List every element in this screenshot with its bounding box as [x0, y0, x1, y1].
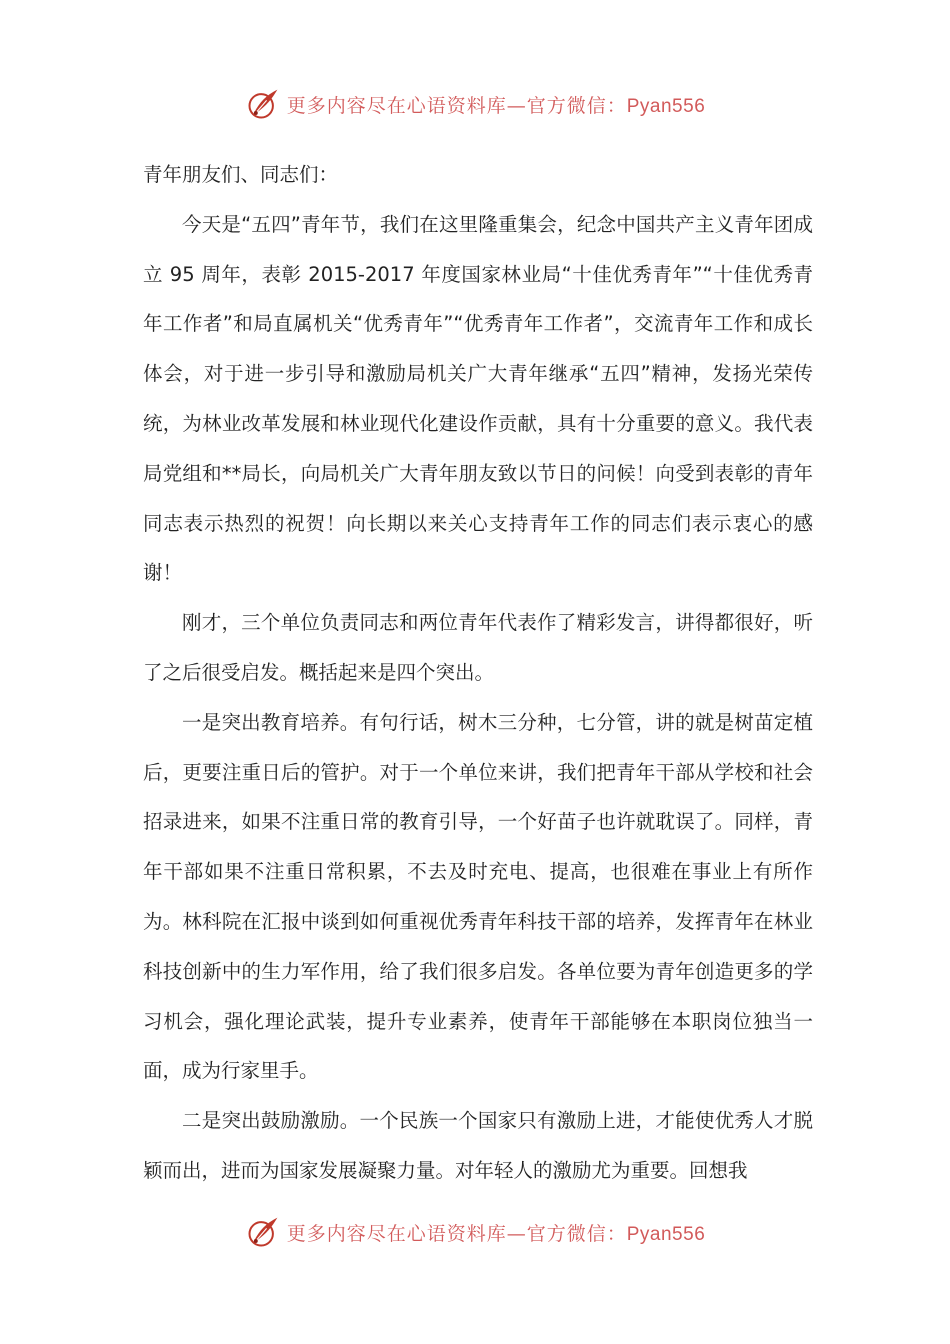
- footer-watermark-banner: [0, 1212, 950, 1252]
- paragraph-summary: 刚才，三个单位负责同志和两位青年代表作了精彩发言，讲得都很好，听了之后很受启发。概括起来是四个突出。: [143, 611, 813, 684]
- footer-watermark-text: 更多内容尽在心语资料库—官方微信：Pyan556: [286, 1222, 706, 1245]
- paragraph-point-two: 二是突出鼓励激励。一个民族一个国家只有激励上进，才能使优秀人才脱颖而出，进而为国家发展凝聚力量。对年轻人的激励尤为重要。回想我: [143, 1109, 813, 1182]
- footer-wechat-id: Pyan556: [626, 1223, 706, 1245]
- speech-document: [143, 150, 813, 1196]
- header-wechat-id: Pyan556: [626, 95, 706, 117]
- paragraph-opening: 今天是“五四”青年节，我们在这里隆重集会，纪念中国共产主义青年团成立 95 周年，表彰 2015-2017 年度国家林业局“十佳优秀青年”“十佳优秀青年工作者”和局直属机关“优秀青年”“优秀青年工作者”，交流青年工作和成长体会，对于进一步引导和激励局机关广大青年继承“五四”精神，发扬光荣传统，为林业改革发展和林业现代化建设作贡献，具有十分重要的意义。我代表局党组和**局长，向局机关广大青年朋友致以节日的问候！向受到表彰的青年同志表示热烈的祝贺！向长期以来关心支持青年工作的同志们表示衷心的感谢！: [143, 212, 813, 585]
- quill-pen-icon: [245, 1214, 281, 1250]
- header-watermark-text: 更多内容尽在心语资料库—官方微信：Pyan556: [286, 94, 706, 117]
- header-watermark-banner: [0, 84, 950, 124]
- quill-pen-icon: [245, 86, 281, 122]
- paragraph-point-one: 一是突出教育培养。有句行话，树木三分种，七分管，讲的就是树苗定植后，更要注重日后的管护。对于一个单位来讲，我们把青年干部从学校和社会招录进来，如果不注重日常的教育引导，一个好苗子也许就耽误了。同样，青年干部如果不注重日常积累，不去及时充电、提高，也很难在事业上有所作为。林科院在汇报中谈到如何重视优秀青年科技干部的培养，发挥青年在林业科技创新中的生力军作用，给了我们很多启发。各单位要为青年创造更多的学习机会，强化理论武装，提升专业素养，使青年干部能够在本职岗位独当一面，成为行家里手。: [143, 710, 813, 1083]
- salutation: 青年朋友们、同志们：: [143, 163, 339, 186]
